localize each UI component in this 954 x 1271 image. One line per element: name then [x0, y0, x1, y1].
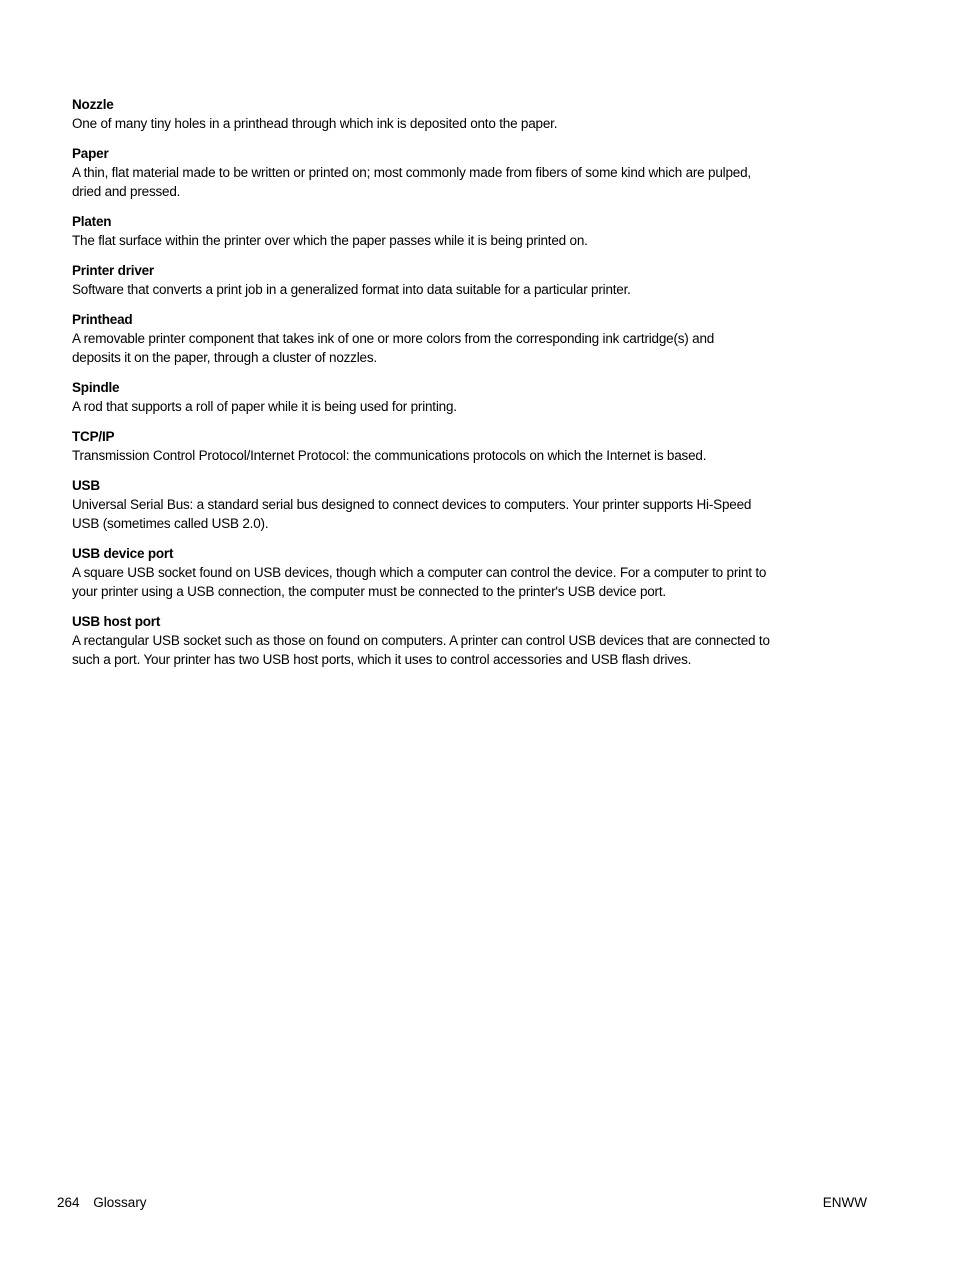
glossary-term: USB host port — [72, 614, 161, 629]
glossary-definition: Transmission Control Protocol/Internet Protocol: the communications protocols on which the Internet is based. — [72, 448, 707, 463]
glossary-definition: Universal Serial Bus: a standard serial bus designed to connect devices to computers. Your printer supports Hi-Speed USB (sometimes called USB 2.0). — [72, 497, 752, 531]
locale-code: ENWW — [822, 1195, 867, 1210]
glossary-term: Printhead — [72, 312, 133, 327]
page-footer-left — [57, 1193, 147, 1212]
glossary-entry — [72, 310, 867, 367]
glossary-entry — [72, 261, 867, 299]
glossary-term: USB device port — [72, 546, 174, 561]
glossary-entry — [72, 612, 867, 669]
page-number: 264 — [57, 1195, 80, 1210]
glossary-definition: A rectangular USB socket such as those on found on computers. A printer can control USB devices that are connected to such a port. Your printer has two USB host ports, which it uses to control accessories and USB flash drives. — [72, 633, 770, 667]
glossary-definition: One of many tiny holes in a printhead through which ink is deposited onto the paper. — [72, 116, 558, 131]
glossary-entry — [72, 476, 867, 533]
glossary-definition: A rod that supports a roll of paper while it is being used for printing. — [72, 399, 457, 414]
glossary-term: Printer driver — [72, 263, 154, 278]
glossary-list — [72, 95, 867, 680]
glossary-entry — [72, 144, 867, 201]
glossary-term: USB — [72, 478, 100, 493]
glossary-term: Platen — [72, 214, 112, 229]
glossary-term: Nozzle — [72, 97, 114, 112]
glossary-definition: The flat surface within the printer over which the paper passes while it is being printed on. — [72, 233, 588, 248]
section-title: Glossary — [93, 1195, 147, 1210]
glossary-definition: A removable printer component that takes ink of one or more colors from the corresponding ink cartridge(s) and deposits it on the paper, through a cluster of nozzles. — [72, 331, 715, 365]
glossary-definition: Software that converts a print job in a generalized format into data suitable for a particular printer. — [72, 282, 631, 297]
glossary-term: Spindle — [72, 380, 120, 395]
glossary-entry — [72, 95, 867, 133]
glossary-entry — [72, 544, 867, 601]
glossary-term: TCP/IP — [72, 429, 115, 444]
glossary-entry — [72, 212, 867, 250]
glossary-definition: A thin, flat material made to be written or printed on; most commonly made from fibers of some kind which are pulped, dried and pressed. — [72, 165, 751, 199]
glossary-entry — [72, 427, 867, 465]
glossary-entry — [72, 378, 867, 416]
glossary-term: Paper — [72, 146, 109, 161]
glossary-definition: A square USB socket found on USB devices, though which a computer can control the device. For a computer to print to your printer using a USB connection, the computer must be connected to the printer's USB device port. — [72, 565, 767, 599]
